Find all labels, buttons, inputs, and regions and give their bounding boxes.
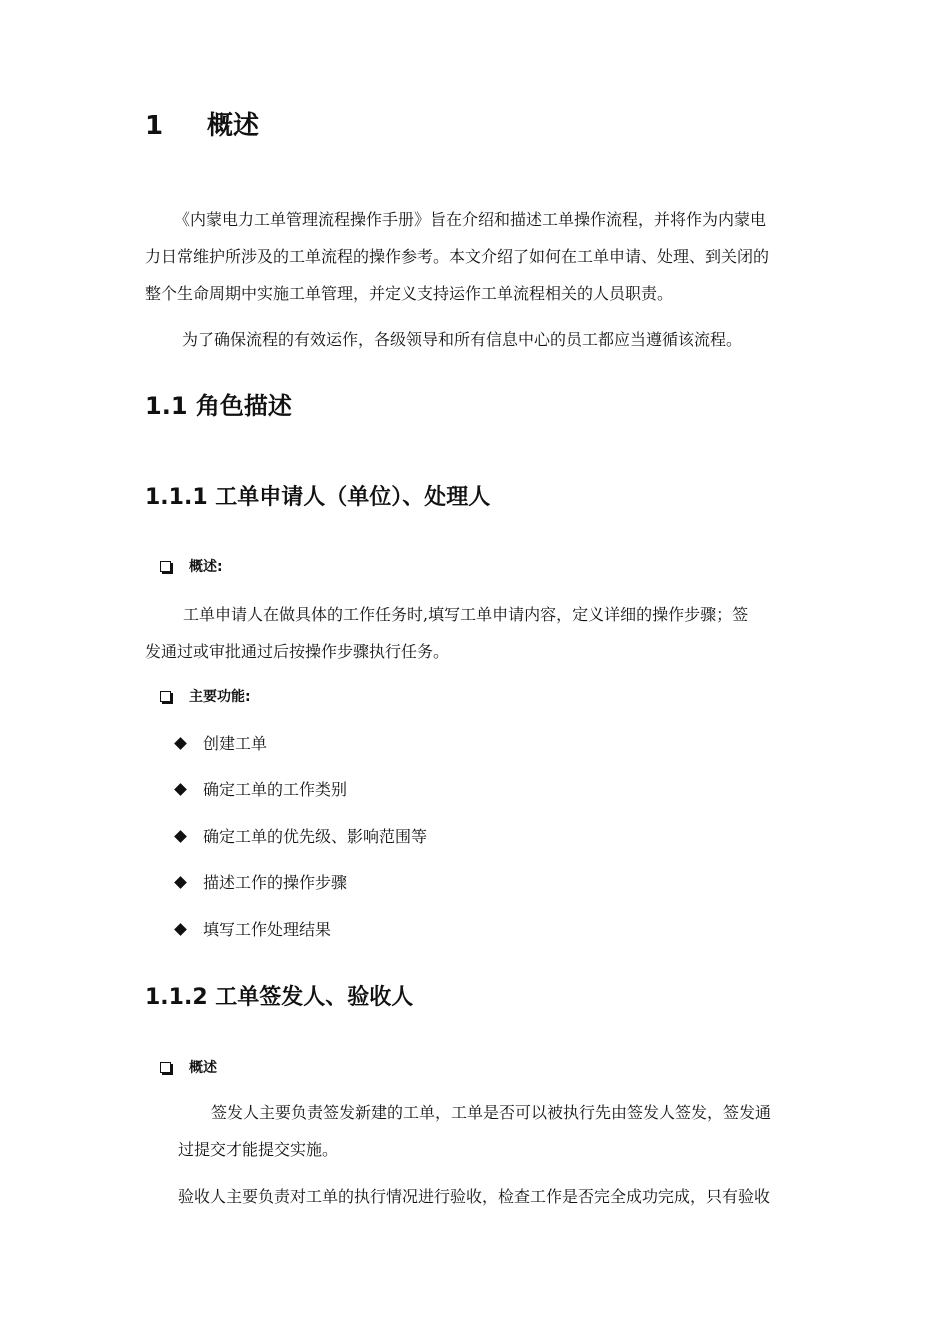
paragraph-line: 签发人主要负责签发新建的工单，工单是否可以被执行先由签发人签发，签发通 [211,1103,772,1122]
diamond-bullet-icon [174,783,187,796]
paragraph-line: 过提交才能提交实施。 [178,1140,339,1159]
paragraph-line: 工单申请人在做具体的工作任务时,填写工单申请内容，定义详细的操作步骤；签 [183,605,749,624]
acceptor-overview-paragraph: 验收人主要负责对工单的执行情况进行验收，检查工作是否完全成功完成，只有验收 [178,1187,771,1206]
overview-label: 概述 [189,1060,217,1076]
function-list-item: 填写工作处理结果 [203,920,332,939]
intro-paragraph [145,201,805,312]
paragraph-line: 整个生命周期中实施工单管理，并定义支持运作工单流程相关的人员职责。 [145,284,674,303]
diamond-bullet-icon [174,737,187,750]
paragraph-line: 力日常维护所涉及的工单流程的操作参考。本文介绍了如何在工单申请、处理、到关闭的 [145,247,770,266]
main-functions-label: 主要功能: [189,689,251,705]
section-1-1-1-heading: 1.1.1 工单申请人（单位）、处理人 [145,485,491,510]
function-list-item: 确定工单的优先级、影响范围等 [203,827,428,846]
signer-overview-paragraph [178,1094,805,1168]
section-number: 1 [145,111,164,141]
section-title: 概述 [207,111,260,141]
applicant-overview-paragraph [145,596,805,670]
diamond-bullet-icon [174,830,187,843]
section-1-1-heading: 1.1 角色描述 [145,392,292,420]
section-1-1-2-heading: 1.1.2 工单签发人、验收人 [145,985,414,1010]
diamond-bullet-icon [174,923,187,936]
function-list-item: 创建工单 [203,734,268,753]
function-list-item: 确定工单的工作类别 [203,780,348,799]
paragraph-line: 发通过或审批通过后按操作步骤执行任务。 [145,642,450,661]
overview-label: 概述: [189,559,223,575]
checkbox-bullet-icon [160,1062,171,1073]
checkbox-bullet-icon [160,561,171,572]
checkbox-bullet-icon [160,691,171,702]
process-compliance-paragraph: 为了确保流程的有效运作，各级领导和所有信息中心的员工都应当遵循该流程。 [182,330,743,349]
diamond-bullet-icon [174,876,187,889]
function-list-item: 描述工作的操作步骤 [203,873,348,892]
section-1-heading [145,111,259,141]
paragraph-line: 《内蒙电力工单管理流程操作手册》旨在介绍和描述工单操作流程，并将作为内蒙电 [174,210,767,229]
